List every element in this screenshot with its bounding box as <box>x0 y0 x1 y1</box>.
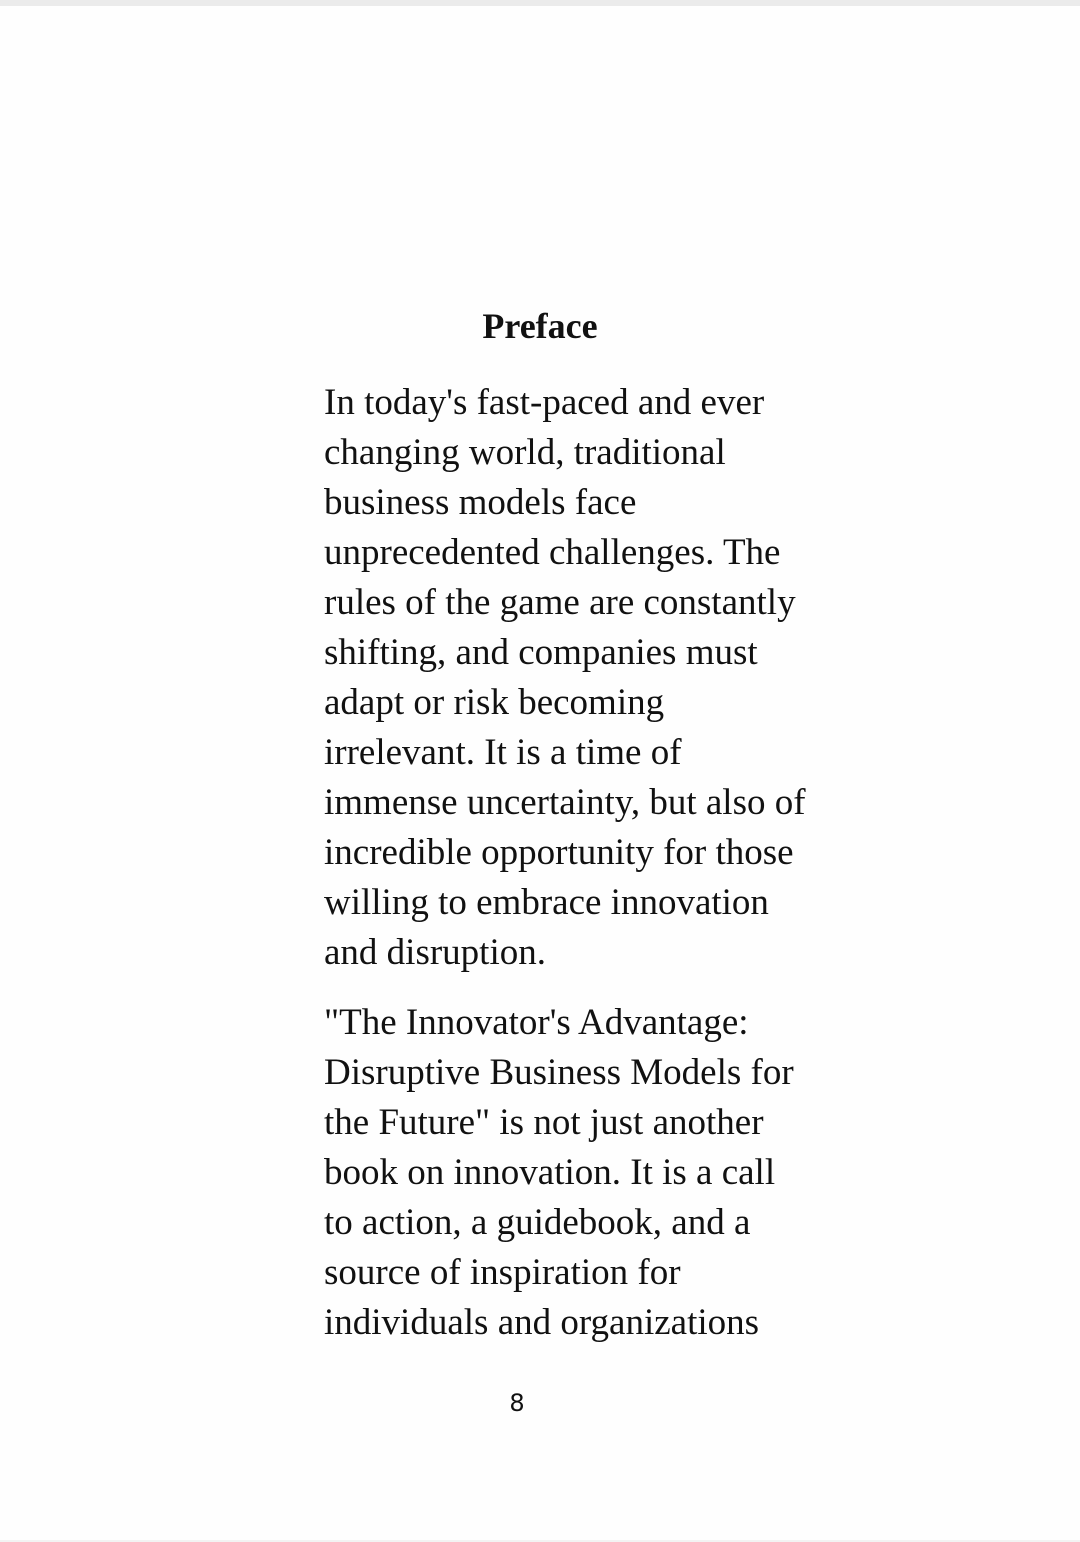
text-line: adapt or risk becoming <box>324 682 665 723</box>
paragraph-1 <box>324 378 864 978</box>
text-line: willing to embrace innovation <box>324 882 769 923</box>
text-line: unprecedented challenges. The <box>324 532 781 573</box>
text-line: immense uncertainty, but also of <box>324 782 806 823</box>
body-text <box>324 378 864 1368</box>
text-line: rules of the game are constantly <box>324 582 796 623</box>
text-line: incredible opportunity for those <box>324 832 794 873</box>
text-line: to action, a guidebook, and a <box>324 1202 751 1243</box>
text-line: source of inspiration for <box>324 1252 681 1293</box>
text-line: "The Innovator's Advantage: <box>324 1002 749 1043</box>
text-line: individuals and organizations <box>324 1302 760 1343</box>
text-line: book on innovation. It is a call <box>324 1152 776 1193</box>
page-number: 8 <box>509 1389 525 1417</box>
text-line: shifting, and companies must <box>324 632 758 673</box>
document-page <box>0 6 1080 1540</box>
text-line: business models face <box>324 482 637 523</box>
text-line: In today's fast-paced and ever <box>324 382 765 423</box>
text-line: and disruption. <box>324 932 546 973</box>
text-line: irrelevant. It is a time of <box>324 732 682 773</box>
paragraph-2 <box>324 998 864 1348</box>
text-line: the Future" is not just another <box>324 1102 764 1143</box>
page-title: Preface <box>482 306 598 346</box>
text-line: Disruptive Business Models for <box>324 1052 794 1093</box>
text-line: changing world, traditional <box>324 432 726 473</box>
